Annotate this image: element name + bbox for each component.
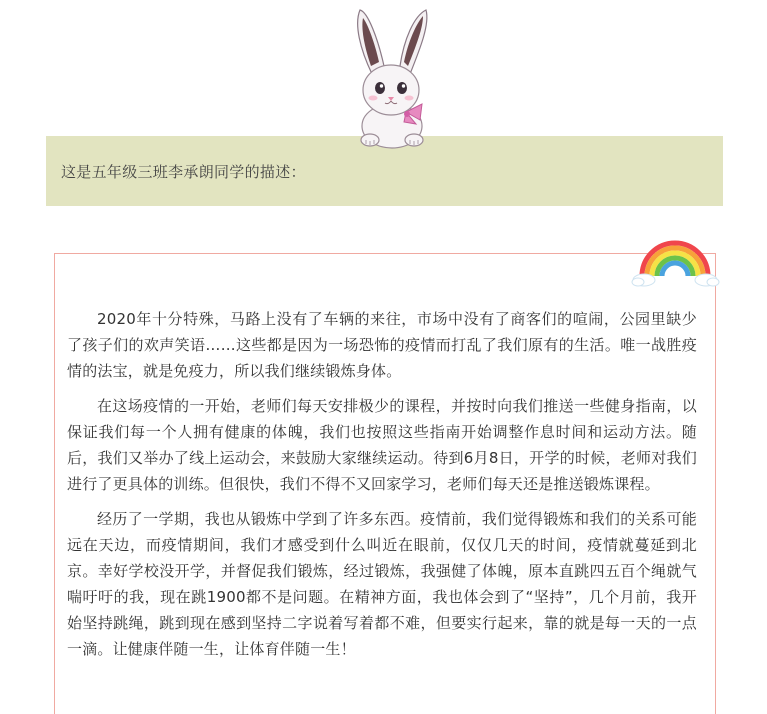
article-body <box>67 306 697 671</box>
article-paragraph-3: 经历了一学期，我也从锻炼中学到了许多东西。疫情前，我们觉得锻炼和我们的关系可能远在天边，而疫情期间，我们才感受到什么叫近在眼前，仅仅几天的时间，疫情就蔓延到北京。幸好学校没开学，并督促我们锻炼，经过锻炼，我强健了体魄，原本直跳四五百个绳就气喘吁吁的我，现在跳1900都不是问题。在精神方面，我也体会到了“坚持”，几个月前，我开始坚持跳绳，跳到现在感到坚持二字说着写着都不难，但要实行起来，靠的就是每一天的一点一滴。让健康伴随一生，让体育伴随一生！ <box>67 510 697 658</box>
bunny-icon <box>346 4 438 154</box>
rainbow-icon <box>630 232 720 292</box>
article-paragraph-2: 在这场疫情的一开始，老师们每天安排极少的课程，并按时向我们推送一些健身指南，以保证我们每一个人拥有健康的体魄，我们也按照这些指南开始调整作息时间和运动方法。随后，我们又举办了线上运动会，来鼓励大家继续运动。待到6月8日，开学的时候，老师对我们进行了更具体的训练。但很快，我们不得不又回家学习，老师们每天还是推送锻炼课程。 <box>67 397 697 493</box>
article-paragraph-1: 2020年十分特殊，马路上没有了车辆的来往，市场中没有了商客们的喧闹，公园里缺少了孩子们的欢声笑语……这些都是因为一场恐怖的疫情而打乱了我们原有的生活。唯一战胜疫情的法宝，就是免疫力，所以我们继续锻炼身体。 <box>67 310 697 380</box>
article-card <box>54 253 716 714</box>
intro-text: 这是五年级三班李承朗同学的描述： <box>61 163 306 181</box>
